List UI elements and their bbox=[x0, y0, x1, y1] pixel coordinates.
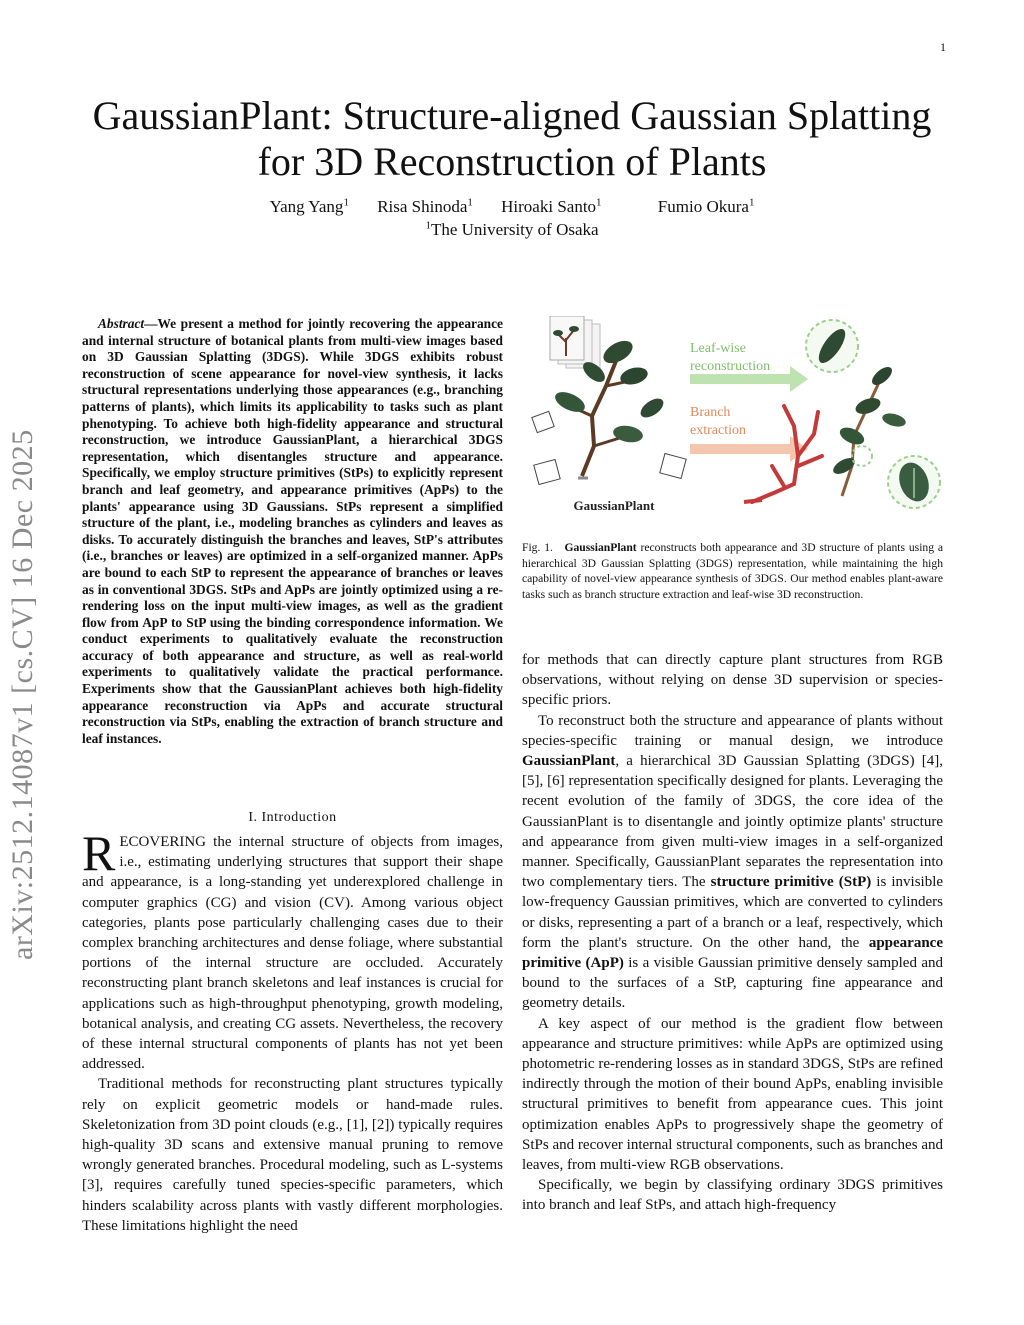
body-paragraph: for methods that can directly capture plant structures from RGB observations, without relying on dense 3D supervision or species-specific priors. bbox=[522, 652, 943, 709]
author: Risa Shinoda$^1$ bbox=[377, 196, 473, 216]
author-list bbox=[60, 197, 964, 217]
title-line-1: GaussianPlant: Structure-aligned Gaussian Splatting bbox=[92, 93, 932, 138]
right-column-body bbox=[522, 650, 943, 1216]
abstract-text: —We present a method for jointly recovering the appearance and internal structure of botanical plants from multi-view images based on 3D Gaussian Splatting (3DGS). While 3DGS exhibits robust reconstruction of scene appearance for novel-view synthesis, it lacks structural representations underlying those appearances (e.g., branching patterns of plants), which limits its applicability to tasks such as plant phenotyping. To achieve both high-fidelity appearance and structural reconstruction, we introduce GaussianPlant, a hierarchical 3DGS representation, which disentangles structure and appearance. Specifically, we employ structure primitives (StPs) to explicitly represent branch and leaf geometry, and appearance primitives (ApPs) to the plants' appearance using 3D Gaussians. StPs represent a simplified structure of the plant, i.e., modeling branches as cylinders and leaves as disks. To accurately distinguish the branches and leaves, StP's attributes (i.e., branches or leaves) are optimized in a self-organized manner. ApPs are bound to each StP to represent the appearance of branches or leaves as in conventional 3DGS. StPs and ApPs are jointly optimized using a re-rendering loss on the input multi-view images, as well as the gradient flow from ApP to StP using the binding correspondence information. We conduct experiments to qualitatively evaluate the reconstruction accuracy of both appearance and structure, as well as real-world experiments to qualitatively validate the practical performance. Experiments show that the GaussianPlant achieves both high-fidelity appearance reconstruction via ApPs and accurate structural reconstruction via StPs, enabling the extraction of branch structure and leaf instances. bbox=[82, 316, 503, 746]
leaf-arrow bbox=[690, 374, 790, 384]
author: Hiroaki Santo$^1$ bbox=[501, 196, 602, 216]
intro-paragraph: Traditional methods for reconstructing plant structures typically rely on explicit geometric models or hand-made rules. Skeletonization from 3D point clouds (e.g., [1], [2]) typically requires high-quality 3D scans and extensive manual pruning to remove wrongly generated branches. Procedural modeling, such as L-systems [3], requires carefully tuned species-specific parameters, which hinders scalability across plants with vastly different morphologies. These limitations highlight the need bbox=[82, 1076, 503, 1234]
figure-1 bbox=[522, 316, 943, 526]
affiliation: $^1$The University of Osaka bbox=[425, 219, 599, 239]
camera-icon bbox=[532, 411, 686, 484]
arxiv-stamp: arXiv:2512.14087v1 [cs.CV] 16 Dec 2025 bbox=[6, 429, 39, 960]
author: Yang Yang$^1$ bbox=[269, 196, 349, 216]
body-paragraph: To reconstruct both the structure and appearance of plants without species-specific training or manual design, we introduce GaussianPlant, a hierarchical 3D Gaussian Splatting (3DGS) [4], [5], [6] representation specifically designed for plants. Leveraging the recent evolution of the family of 3DGS, the core idea of the GaussianPlant is to disentangle and jointly optimize plants' structure and appearance from given multi-view images in a self-organized manner. Specifically, GaussianPlant separates the representation into two complementary tiers. The structure primitive (StP) is invisible low-frequency Gaussian primitives, which are converted to cylinders or disks, representing a part of a branch or a leaf, respectively, which form the plant's structure. On the other hand, the appearance primitive (ApP) is a visible Gaussian primitive densely sampled and bound to the surfaces of a StP, capturing fine appearance and geometry details. bbox=[522, 712, 944, 1012]
drop-cap: R bbox=[82, 825, 116, 881]
body-paragraph: Specifically, we begin by classifying ordinary 3DGS primitives into branch and leaf StPs, and attach high-frequency bbox=[522, 1177, 943, 1214]
figure-caption: Fig. 1. GaussianPlant reconstructs both appearance and 3D structure of plants using a hierarchical 3D Gaussian Splatting (3DGS) representation, while maintaining the high capability of novel-view appearance synthesis of 3DGS. Our method enables plant-aware tasks such as branch structure extraction and leaf-wise 3D reconstruction. bbox=[522, 541, 944, 601]
branch-arrow bbox=[690, 444, 790, 454]
page-number: 1 bbox=[940, 40, 946, 54]
section-heading-introduction: I. Introduction bbox=[248, 810, 337, 825]
paper-title bbox=[60, 93, 964, 185]
intro-paragraph: RECOVERING the internal structure of objects from images, i.e., estimating underlying structures that support their shape and appearance, is a long-standing yet underexplored challenge in computer graphics (CG) and vision (CV). Among various object categories, plants pose particularly challenging cases due to their complex branching architectures and dense foliage, where substantial portions of the internal structure are occluded. Accurately reconstructing plant branch skeletons and leaf instances is crucial for applications such as high-throughput phenotyping, growth modeling, botanical analysis, and creating CG assets. Nevertheless, the recovery of these internal structural components of plants has not yet been addressed. bbox=[82, 825, 503, 1073]
leaf-reconstruction-icon bbox=[806, 320, 940, 508]
figure-label-leaf: Leaf-wise reconstruction bbox=[690, 341, 771, 374]
abstract-lead: Abstract bbox=[98, 316, 145, 331]
title-line-2: for 3D Reconstruction of Plants bbox=[257, 139, 767, 184]
figure-label-branch: Branch extraction bbox=[690, 405, 746, 438]
abstract bbox=[82, 316, 503, 747]
input-images-icon bbox=[550, 316, 600, 368]
introduction-body bbox=[82, 825, 503, 1236]
figure-label-method: GaussianPlant bbox=[573, 498, 655, 513]
author: Fumio Okura$^1$ bbox=[657, 196, 755, 216]
body-paragraph: A key aspect of our method is the gradient flow between appearance and structure primitives: while ApPs are optimized using photometric re-rendering losses as in standard 3DGS, StPs are refined indirectly through the motion of their bound ApPs, enabling invisible structural primitives to benefit from appearance cues. This joint optimization enables ApPs to progressively shape the geometry of StPs and recover internal structural components, such as branches and leaves, from multi-view RGB observations. bbox=[522, 1015, 943, 1174]
